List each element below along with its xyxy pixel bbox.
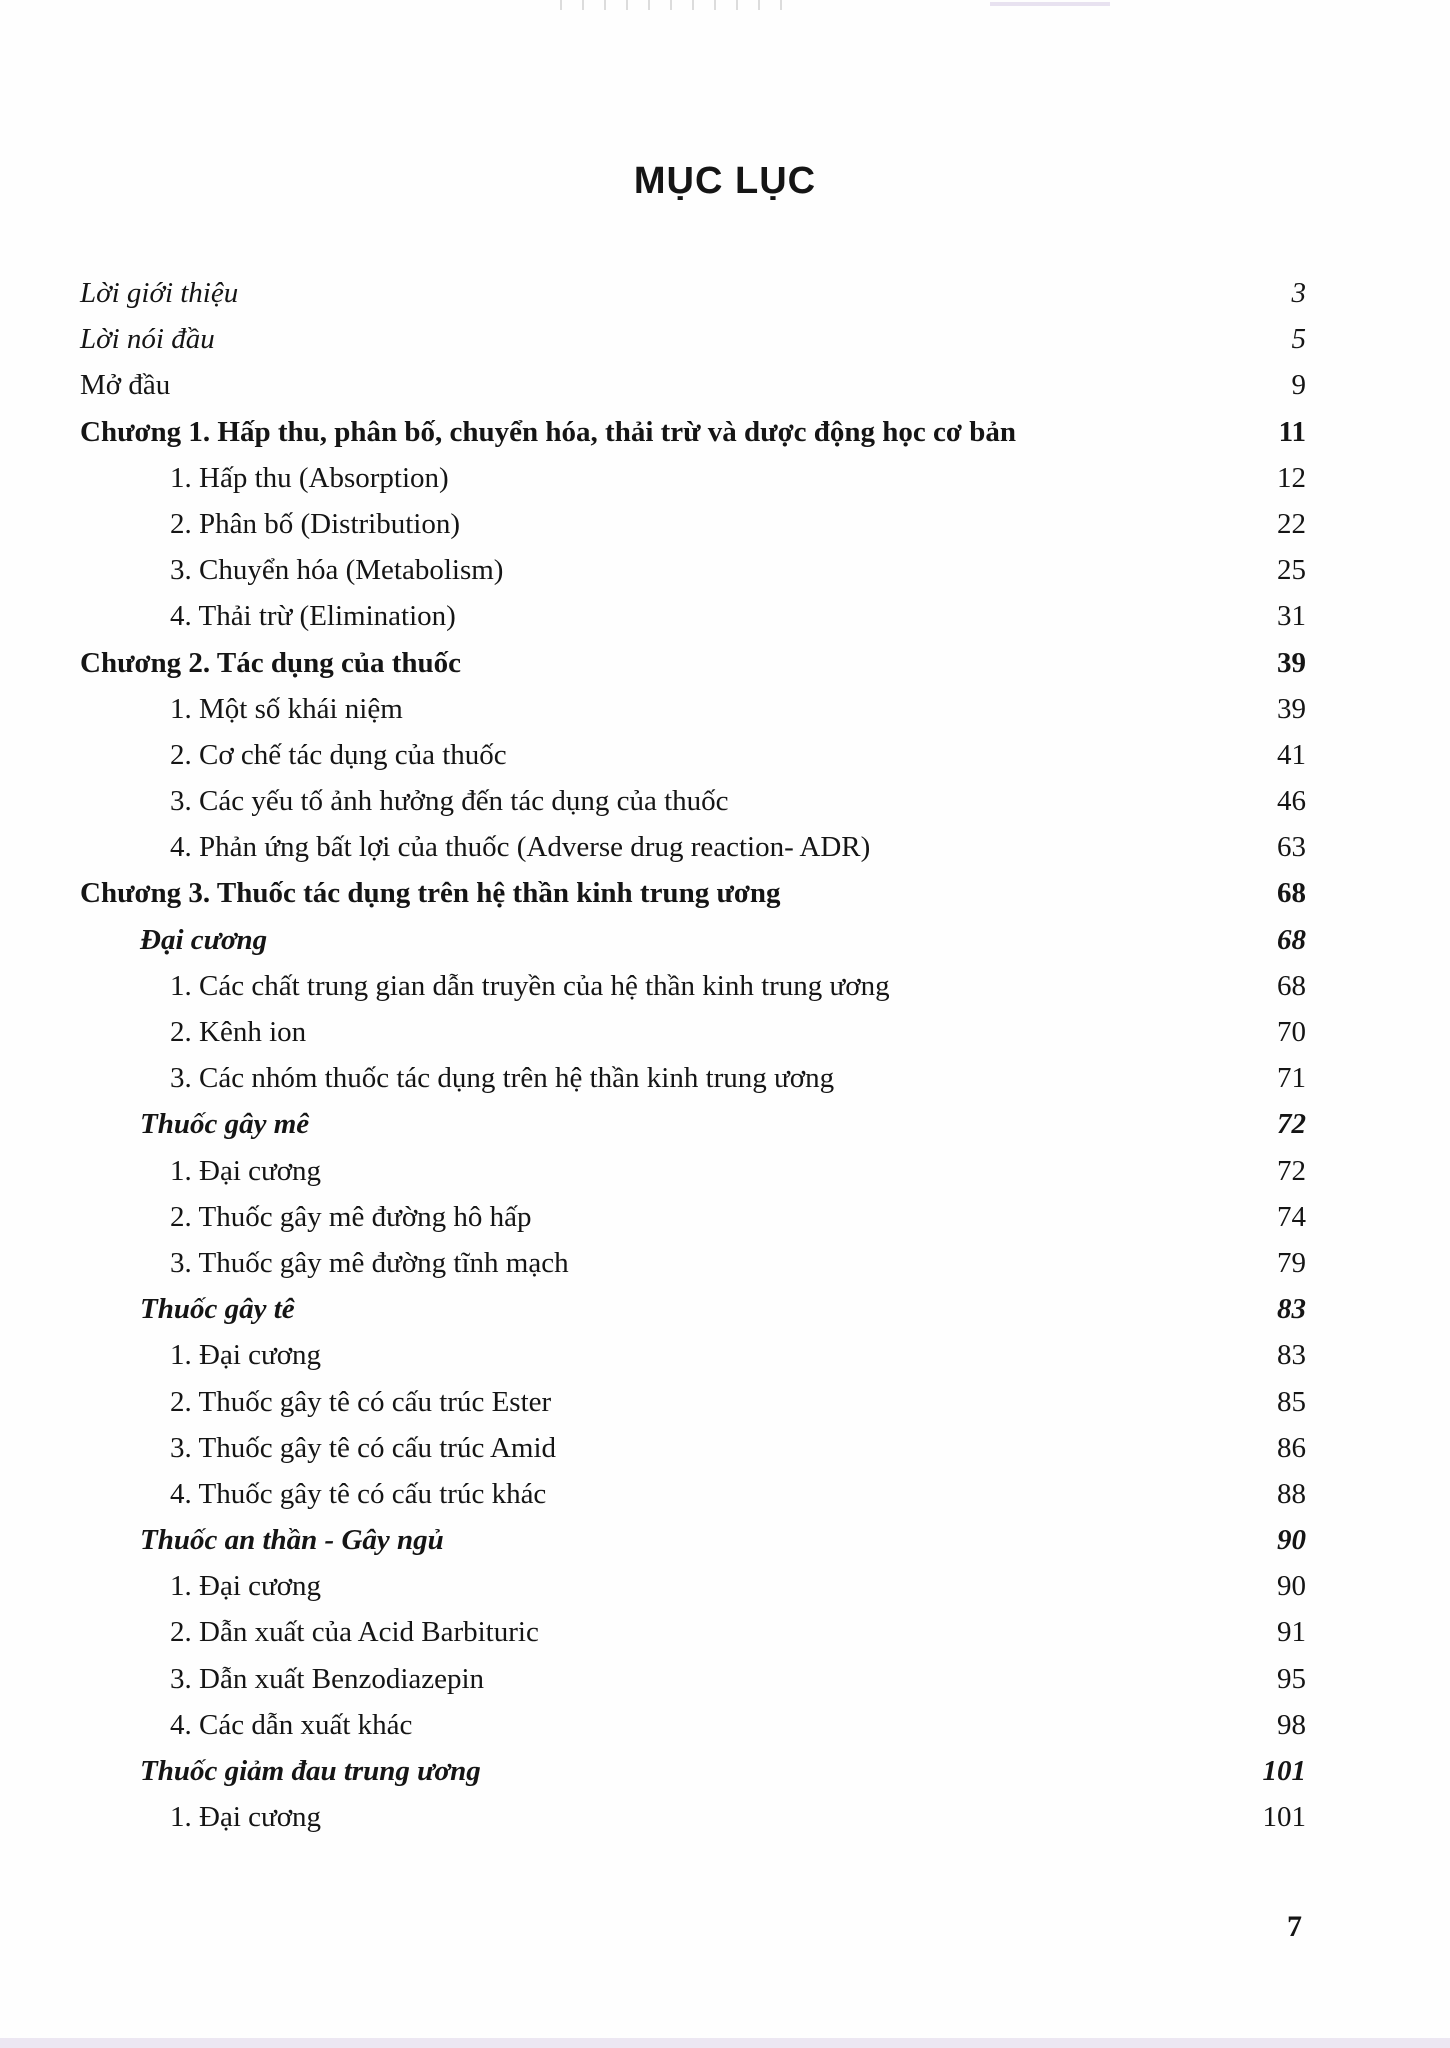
- toc-entry-page: 72: [1277, 1108, 1306, 1141]
- toc-entry-label: 1. Hấp thu (Absorption): [170, 461, 449, 494]
- table-of-contents: [80, 270, 1306, 1840]
- toc-entry-page: 46: [1277, 785, 1306, 818]
- scan-artifact: [560, 0, 800, 10]
- toc-entry-label: 3. Các yếu tố ảnh hưởng đến tác dụng của thuốc: [170, 785, 729, 818]
- toc-entry-page: 90: [1277, 1570, 1306, 1603]
- toc-entry-label: Lời giới thiệu: [80, 277, 239, 309]
- toc-entry-page: 83: [1277, 1293, 1306, 1326]
- toc-entry-label: 1. Một số khái niệm: [170, 692, 403, 725]
- toc-entry: [80, 1563, 1306, 1609]
- toc-section-entry: [80, 1286, 1306, 1332]
- toc-entry-page: 71: [1277, 1062, 1306, 1095]
- toc-entry-page: 86: [1277, 1431, 1306, 1464]
- toc-entry-label: 3. Thuốc gây tê có cấu trúc Amid: [170, 1431, 557, 1464]
- toc-entry-page: 68: [1277, 923, 1306, 956]
- toc-entry-label: 1. Đại cương: [170, 1570, 322, 1603]
- toc-entry-page: 70: [1277, 1016, 1306, 1048]
- toc-entry: [80, 1425, 1306, 1471]
- toc-entry-label: Thuốc gây tê: [140, 1293, 295, 1326]
- toc-entry: [80, 1240, 1306, 1286]
- toc-entry-page: 25: [1277, 554, 1306, 587]
- toc-entry-label: 1. Đại cương: [170, 1154, 322, 1187]
- toc-entry: [80, 1471, 1306, 1517]
- toc-chapter-entry: [80, 870, 1306, 916]
- toc-chapter-entry: [80, 640, 1306, 686]
- toc-entry-label: 2. Phân bố (Distribution): [170, 507, 460, 540]
- toc-entry-page: 11: [1278, 415, 1306, 448]
- toc-entry: [80, 501, 1306, 547]
- toc-entry-page: 3: [1291, 277, 1306, 309]
- toc-entry-label: Thuốc an thần - Gây ngủ: [140, 1524, 444, 1557]
- toc-entry-label: Chương 3. Thuốc tác dụng trên hệ thần kinh trung ương: [80, 877, 781, 910]
- toc-entry-label: 2. Cơ chế tác dụng của thuốc: [170, 738, 507, 771]
- toc-entry: [80, 316, 1306, 362]
- toc-entry-label: 3. Dẫn xuất Benzodiazepin: [170, 1662, 485, 1695]
- toc-entry-page: 98: [1277, 1708, 1306, 1741]
- toc-entry-label: 4. Các dẫn xuất khác: [170, 1708, 413, 1741]
- toc-entry: [80, 1148, 1306, 1194]
- toc-entry-label: 2. Thuốc gây mê đường hô hấp: [170, 1200, 532, 1233]
- toc-entry-page: 39: [1277, 692, 1306, 725]
- toc-section-entry: [80, 1748, 1306, 1794]
- toc-entry-label: 4. Thuốc gây tê có cấu trúc khác: [170, 1477, 547, 1510]
- toc-entry-page: 22: [1277, 507, 1306, 540]
- toc-entry: [80, 1379, 1306, 1425]
- toc-entry: [80, 1194, 1306, 1240]
- scan-artifact: [990, 2, 1110, 6]
- toc-entry: [80, 1332, 1306, 1378]
- toc-entry: [80, 547, 1306, 593]
- toc-entry-label: 2. Kênh ion: [170, 1016, 307, 1048]
- toc-entry-page: 41: [1277, 738, 1306, 771]
- toc-entry: [80, 1009, 1306, 1055]
- toc-chapter-entry: [80, 409, 1306, 455]
- toc-section-entry: [80, 917, 1306, 963]
- toc-entry-page: 72: [1277, 1154, 1306, 1187]
- toc-entry: [80, 1794, 1306, 1840]
- toc-entry-label: 2. Dẫn xuất của Acid Barbituric: [170, 1616, 539, 1649]
- toc-entry-page: 90: [1277, 1524, 1306, 1557]
- toc-entry-label: Lời nói đầu: [80, 323, 215, 356]
- toc-entry: [80, 1609, 1306, 1655]
- toc-entry: [80, 686, 1306, 732]
- toc-entry-label: 3. Các nhóm thuốc tác dụng trên hệ thần kinh trung ương: [170, 1062, 835, 1095]
- toc-entry: [80, 778, 1306, 824]
- toc-entry-page: 88: [1277, 1477, 1306, 1510]
- toc-entry-page: 101: [1262, 1801, 1306, 1834]
- toc-entry-page: 68: [1277, 969, 1306, 1002]
- toc-entry: [80, 270, 1306, 316]
- toc-entry-label: Mở đầu: [80, 369, 171, 402]
- toc-entry: [80, 824, 1306, 870]
- toc-entry-page: 74: [1277, 1200, 1306, 1233]
- toc-entry-page: 31: [1277, 600, 1306, 633]
- toc-entry-page: 68: [1277, 877, 1306, 910]
- page-number: 7: [1287, 1910, 1302, 1943]
- toc-entry-page: 39: [1277, 646, 1306, 679]
- toc-entry-page: 101: [1262, 1755, 1306, 1787]
- scan-edge: [0, 2038, 1450, 2048]
- toc-entry-label: Thuốc gây mê: [140, 1108, 310, 1141]
- toc-entry-page: 9: [1291, 369, 1306, 402]
- toc-entry-page: 63: [1277, 831, 1306, 864]
- toc-entry-page: 83: [1277, 1339, 1306, 1372]
- toc-entry-label: 3. Thuốc gây mê đường tĩnh mạch: [170, 1246, 569, 1279]
- toc-entry-page: 5: [1291, 323, 1306, 356]
- toc-entry: [80, 963, 1306, 1009]
- toc-entry-page: 12: [1277, 461, 1306, 494]
- toc-entry-page: 95: [1277, 1662, 1306, 1695]
- toc-entry-label: Chương 2. Tác dụng của thuốc: [80, 646, 462, 679]
- toc-entry-page: 85: [1277, 1385, 1306, 1418]
- page-title: MỤC LỤC: [633, 160, 817, 202]
- toc-entry-page: 91: [1277, 1616, 1306, 1649]
- toc-entry-label: Chương 1. Hấp thu, phân bố, chuyển hóa, thải trừ và dược động học cơ bản: [80, 415, 1016, 448]
- toc-entry-label: Đại cương: [140, 923, 268, 956]
- toc-section-entry: [80, 1517, 1306, 1563]
- toc-entry-label: 1. Đại cương: [170, 1801, 322, 1834]
- toc-entry: [80, 455, 1306, 501]
- toc-entry-label: 3. Chuyển hóa (Metabolism): [170, 554, 504, 587]
- toc-entry: [80, 1656, 1306, 1702]
- toc-entry-label: 1. Đại cương: [170, 1339, 322, 1372]
- toc-entry-page: 79: [1277, 1246, 1306, 1279]
- toc-entry: [80, 1055, 1306, 1101]
- toc-entry: [80, 593, 1306, 639]
- toc-entry-label: 4. Thải trừ (Elimination): [170, 600, 456, 633]
- toc-entry: [80, 362, 1306, 408]
- toc-section-entry: [80, 1101, 1306, 1147]
- toc-entry-label: 4. Phản ứng bất lợi của thuốc (Adverse drug reaction- ADR): [170, 831, 871, 864]
- toc-entry: [80, 1702, 1306, 1748]
- toc-entry-label: 1. Các chất trung gian dẫn truyền của hệ thần kinh trung ương: [170, 969, 890, 1002]
- toc-entry-label: 2. Thuốc gây tê có cấu trúc Ester: [170, 1385, 552, 1418]
- toc-entry: [80, 732, 1306, 778]
- toc-entry-label: Thuốc giảm đau trung ương: [140, 1755, 481, 1787]
